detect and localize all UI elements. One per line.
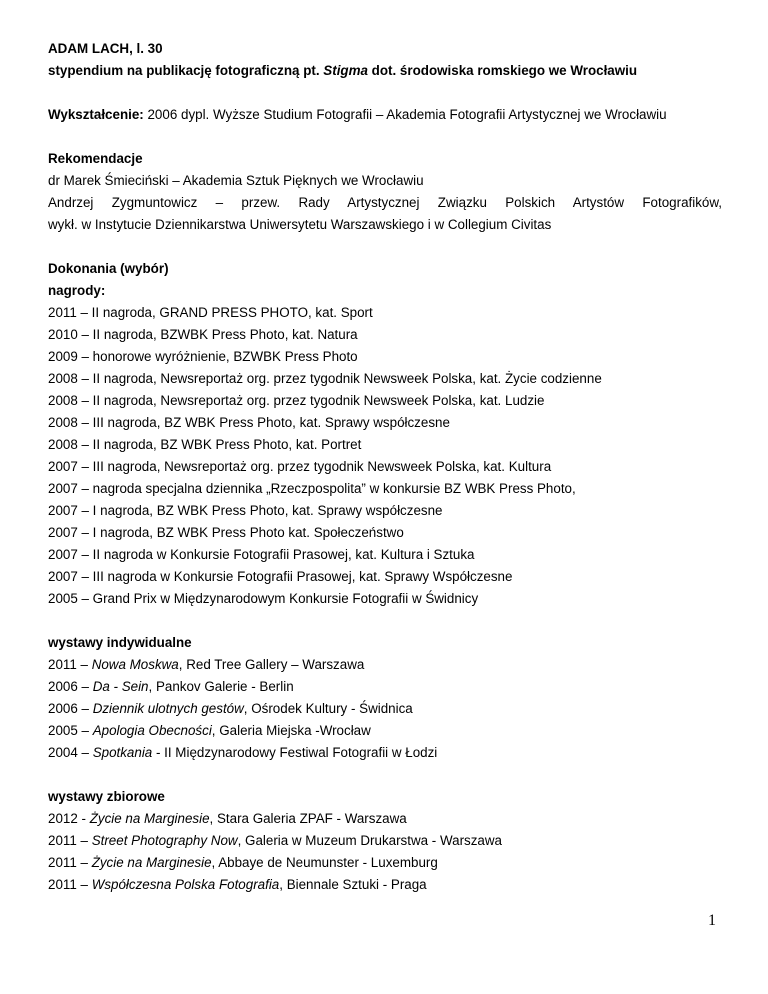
exhibition-year: 2011 – [48, 877, 92, 892]
exhibition-venue: , Stara Galeria ZPAF - Warszawa [209, 811, 407, 826]
award-item: 2010 – II nagroda, BZWBK Press Photo, kat. Natura [48, 327, 358, 342]
exhibition-venue: , Ośrodek Kultury - Świdnica [243, 701, 413, 716]
exhibition-title: Da - Sein [92, 679, 149, 694]
award-item: 2008 – II nagroda, BZ WBK Press Photo, kat. Portret [48, 437, 362, 452]
exhibition-year: 2004 – [48, 745, 93, 760]
award-item: 2007 – III nagroda w Konkursie Fotografii Prasowej, kat. Sprawy Współczesne [48, 569, 513, 584]
award-item: 2007 – I nagroda, BZ WBK Press Photo kat. Społeczeństwo [48, 525, 404, 540]
exhibition-venue: , Red Tree Gallery – Warszawa [178, 657, 365, 672]
document-page [48, 38, 722, 896]
exhibition-title: Street Photography Now [91, 833, 238, 848]
award-item: 2005 – Grand Prix w Międzynarodowym Konkursie Fotografii w Świdnicy [48, 591, 479, 606]
solo-exhibitions-list [48, 654, 722, 764]
recommendation-2-cont: wykł. w Instytucie Dziennikarstwa Uniwersytetu Warszawskiego i w Collegium Civitas [48, 217, 552, 232]
page-number: 1 [708, 912, 716, 929]
author-heading: ADAM LACH, l. 30 [48, 41, 163, 56]
exhibition-venue: , Galeria Miejska -Wrocław [211, 723, 371, 738]
exhibition-title: Życie na Marginesie [91, 855, 212, 870]
exhibition-year: 2006 – [48, 701, 93, 716]
group-exhibitions-heading: wystawy zbiorowe [48, 789, 165, 804]
solo-exhibition-item [48, 698, 722, 720]
exhibition-title: Życie na Marginesie [89, 811, 210, 826]
group-exhibition-item [48, 852, 722, 874]
group-exhibition-item [48, 808, 722, 830]
exhibition-year: 2005 – [48, 723, 93, 738]
award-item: 2008 – II nagroda, Newsreportaż org. przez tygodnik Newsweek Polska, kat. Ludzie [48, 393, 545, 408]
exhibition-title: Apologia Obecności [92, 723, 212, 738]
exhibition-title: Nowa Moskwa [91, 657, 179, 672]
award-item: 2009 – honorowe wyróżnienie, BZWBK Press Photo [48, 349, 358, 364]
education-label: Wykształcenie: [48, 107, 144, 122]
exhibition-year: 2011 – [48, 657, 92, 672]
exhibition-venue: , Biennale Sztuki - Praga [279, 877, 427, 892]
solo-exhibition-item [48, 720, 722, 742]
group-exhibitions-list [48, 808, 722, 896]
solo-exhibition-item [48, 676, 722, 698]
exhibition-year: 2006 – [48, 679, 93, 694]
recommendation-2: Andrzej Zygmuntowicz – przew. Rady Artystycznej Związku Polskich Artystów Fotografików, [48, 195, 722, 210]
education-line: Wykształcenie: 2006 dypl. Wyższe Studium Fotografii – Akademia Fotografii Artystycznej we Wrocławiu [48, 107, 667, 122]
exhibition-venue: , Abbaye de Neumunster - Luxemburg [211, 855, 438, 870]
project-title: Stigma [323, 63, 368, 78]
award-item: 2007 – II nagroda w Konkursie Fotografii Prasowej, kat. Kultura i Sztuka [48, 547, 475, 562]
awards-heading: nagrody: [48, 283, 106, 298]
exhibition-year: 2012 - [48, 811, 90, 826]
award-item: 2007 – I nagroda, BZ WBK Press Photo, kat. Sprawy współczesne [48, 503, 443, 518]
exhibition-venue: - II Międzynarodowy Festiwal Fotografii w Łodzi [152, 745, 438, 760]
award-item: 2007 – III nagroda, Newsreportaż org. przez tygodnik Newsweek Polska, kat. Kultura [48, 459, 552, 474]
recommendations-heading: Rekomendacje [48, 151, 143, 166]
exhibition-venue: , Pankov Galerie - Berlin [148, 679, 294, 694]
award-item: 2007 – nagroda specjalna dziennika „Rzeczpospolita” w konkursie BZ WBK Press Photo, [48, 481, 576, 496]
solo-exhibition-item [48, 742, 722, 764]
exhibition-title: Spotkania [92, 745, 153, 760]
exhibition-title: Współczesna Polska Fotografia [91, 877, 280, 892]
exhibition-venue: , Galeria w Muzeum Drukarstwa - Warszawa [237, 833, 502, 848]
achievements-heading: Dokonania (wybór) [48, 261, 169, 276]
award-item: 2008 – II nagroda, Newsreportaż org. przez tygodnik Newsweek Polska, kat. Życie codzienne [48, 371, 602, 386]
exhibition-year: 2011 – [48, 855, 92, 870]
award-item: 2008 – III nagroda, BZ WBK Press Photo, kat. Sprawy współczesne [48, 415, 450, 430]
awards-list [48, 302, 722, 610]
exhibition-year: 2011 – [48, 833, 92, 848]
exhibition-title: Dziennik ulotnych gestów [92, 701, 244, 716]
award-item: 2011 – II nagroda, GRAND PRESS PHOTO, kat. Sport [48, 305, 373, 320]
group-exhibition-item [48, 874, 722, 896]
solo-exhibition-item [48, 654, 722, 676]
grant-subtitle: stypendium na publikację fotograficzną pt. Stigma dot. środowiska romskiego we Wrocławiu [48, 63, 638, 78]
recommendation-1: dr Marek Śmieciński – Akademia Sztuk Pięknych we Wrocławiu [48, 173, 424, 188]
group-exhibition-item [48, 830, 722, 852]
solo-exhibitions-heading: wystawy indywidualne [48, 635, 192, 650]
